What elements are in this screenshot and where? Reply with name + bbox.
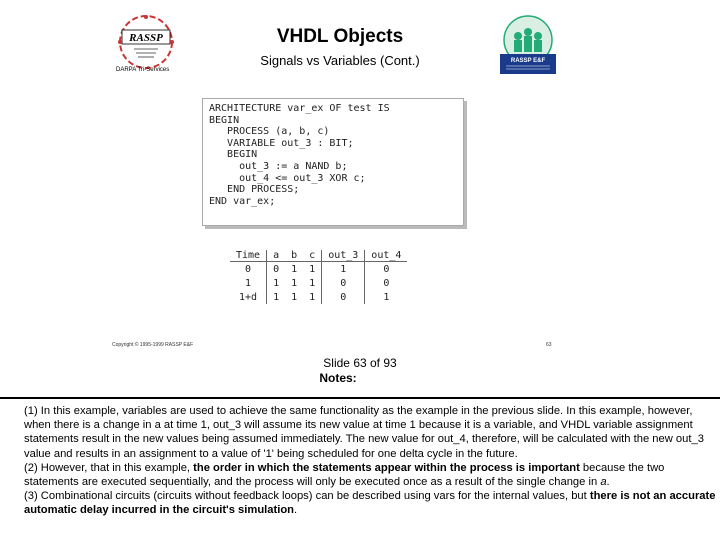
- table-cell: 0: [383, 264, 390, 275]
- note-emphasis: there is not an accurate automatic delay incurred in the circuit's simulation: [24, 490, 716, 517]
- notes-label: Notes:: [319, 371, 357, 385]
- code-line: END PROCESS;: [209, 184, 300, 196]
- note-italic: a: [600, 476, 607, 489]
- column-header: Time: [230, 250, 267, 262]
- note-text: (2) However, that in this example,: [24, 461, 194, 474]
- table-cell: 1: [273, 292, 280, 303]
- column-header: c: [303, 250, 322, 262]
- note-text: because the two statements are executed sequentially, and the process will only be executed once as a result of the single change in: [24, 461, 665, 489]
- code-line: BEGIN: [209, 114, 240, 126]
- rassp-ef-logo: [498, 14, 558, 76]
- code-line: out_3 := a NAND b;: [209, 160, 348, 172]
- note-text: .: [606, 476, 610, 489]
- note-text: (3) Combinational circuits (circuits without feedback loops) can be described using vars for the internal values, but: [24, 490, 590, 503]
- code-line: VARIABLE out_3 : BIT;: [209, 137, 354, 149]
- table-cell: 0: [322, 276, 365, 290]
- rassp-ef-logo-text: RASSP E&F: [510, 58, 546, 64]
- note-emphasis: the order in which the statements appear within the process is important: [193, 461, 580, 474]
- timing-table: [230, 250, 407, 304]
- table-cell: 1: [322, 262, 365, 277]
- slide-page-number: 63: [546, 342, 552, 348]
- table-cell: 1: [303, 290, 322, 304]
- slide-title: VHDL Objects: [276, 26, 404, 47]
- table-cell: 1: [303, 276, 322, 290]
- column-header: out_3: [322, 250, 365, 262]
- code-listing: [202, 98, 464, 226]
- slide-thumbnail: [110, 10, 555, 350]
- table-cell: 1: [291, 278, 298, 289]
- table-cell: 1: [291, 264, 298, 275]
- notes-body: [24, 404, 716, 518]
- table-header-row: [230, 250, 407, 262]
- table-cell: 0: [322, 290, 365, 304]
- column-header: b: [285, 250, 303, 262]
- column-header: a: [267, 250, 286, 262]
- table-cell: 0: [383, 278, 390, 289]
- table-cell: 1: [303, 262, 322, 277]
- slide-subtitle: Signals vs Variables (Cont.): [260, 53, 420, 68]
- table-row: [230, 276, 407, 290]
- table-cell: 1: [230, 276, 267, 290]
- code-line: PROCESS (a, b, c): [209, 126, 330, 138]
- code-line: END var_ex;: [209, 195, 276, 207]
- table-cell: 0: [273, 264, 280, 275]
- note-paragraph: (1) In this example, variables are used to achieve the same functionality as the example in the previous slide. In this example, however, when there is a change in a at time 1, out_3 will assume its new value at time 1 because it is a variable, and VHDL variable assignment statements result in the new values being assumed immediately. The new value for out_4, therefore, will be calculated with the new out_3 value and results in an assignment to a value of '1' being scheduled for one delta cycle in the future.: [24, 405, 704, 460]
- table-cell: 1: [273, 278, 280, 289]
- note-paragraph: [24, 461, 716, 489]
- column-header: out_4: [365, 250, 408, 262]
- code-line: BEGIN: [209, 149, 258, 161]
- table-cell: 1: [291, 292, 298, 303]
- rassp-logo-text: RASSP: [129, 32, 163, 44]
- logo-caption: DARPA Tri-Services: [116, 67, 170, 73]
- note-text: .: [293, 504, 298, 517]
- copyright-text: Copyright © 1995-1999 RASSP E&F: [112, 342, 194, 348]
- slide-counter: Slide 63 of 93: [323, 356, 397, 370]
- table-cell: 1: [383, 292, 390, 303]
- table-cell: 1+d: [230, 290, 267, 304]
- table-row: [230, 290, 407, 304]
- code-line: ARCHITECTURE var_ex OF test IS: [209, 103, 390, 114]
- table-cell: 0: [230, 262, 267, 277]
- code-line: out_4 <= out_3 XOR c;: [209, 172, 366, 184]
- table-row: [230, 262, 407, 277]
- note-paragraph: [24, 489, 716, 517]
